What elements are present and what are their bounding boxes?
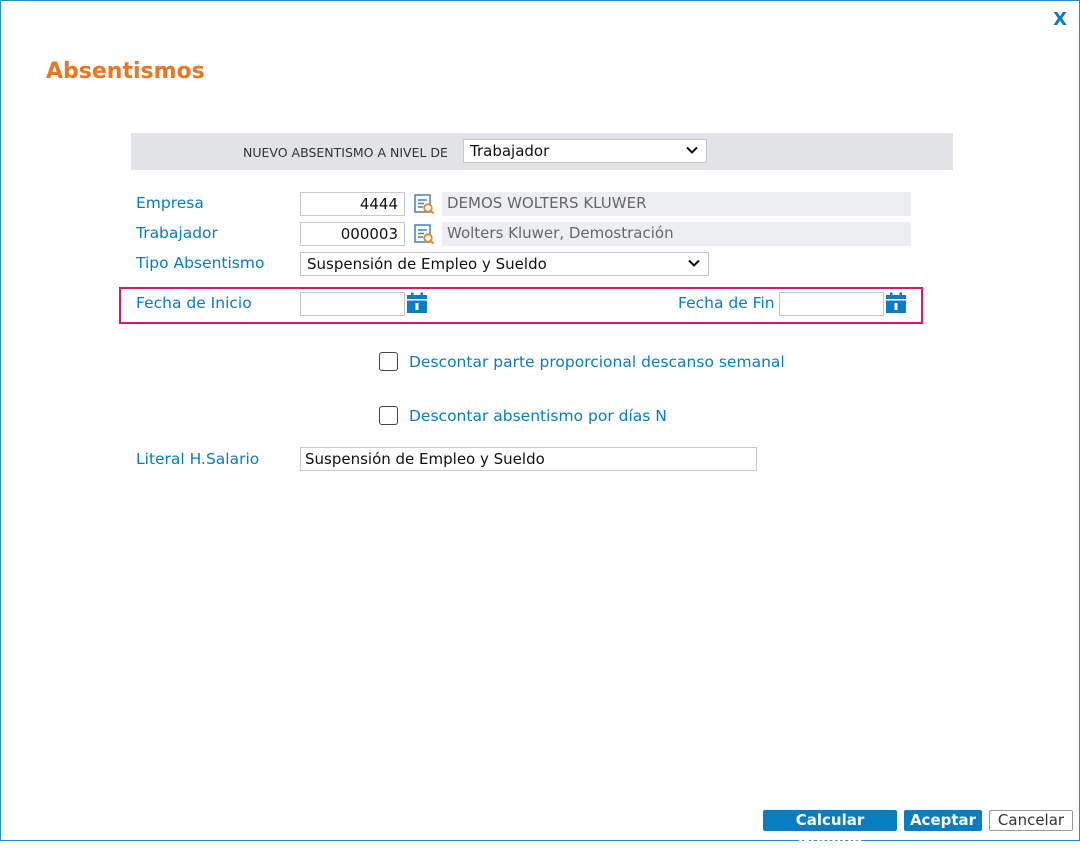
- cancelar-button[interactable]: Cancelar: [989, 810, 1073, 831]
- trabajador-code-input[interactable]: 000003: [300, 222, 405, 246]
- dias-n-checkbox[interactable]: [379, 406, 398, 425]
- empresa-name-field: DEMOS WOLTERS KLUWER: [442, 192, 911, 216]
- literal-salario-label: Literal H.Salario: [136, 450, 260, 468]
- fecha-fin-label: Fecha de Fin: [678, 294, 775, 312]
- dialog-title: Absentismos: [46, 59, 205, 84]
- fecha-fin-input[interactable]: [779, 292, 884, 316]
- close-button[interactable]: X: [1053, 9, 1067, 30]
- trabajador-name-field: Wolters Kluwer, Demostración: [442, 222, 911, 246]
- descanso-semanal-label[interactable]: Descontar parte proporcional descanso semanal: [409, 353, 785, 371]
- lookup-list-icon[interactable]: [413, 193, 435, 215]
- tipo-absentismo-value: Suspensión de Empleo y Sueldo: [307, 255, 547, 273]
- calendar-icon[interactable]: [885, 292, 907, 314]
- fecha-inicio-input[interactable]: [300, 292, 405, 316]
- dias-n-label[interactable]: Descontar absentismo por días N: [409, 407, 667, 425]
- tipo-absentismo-label: Tipo Absentismo: [136, 254, 265, 272]
- level-select-value: Trabajador: [470, 142, 550, 160]
- empresa-label: Empresa: [136, 194, 204, 212]
- empresa-code-input[interactable]: 4444: [300, 192, 405, 216]
- level-label: NUEVO ABSENTISMO A NIVEL DE: [243, 145, 448, 160]
- tipo-absentismo-select[interactable]: [300, 252, 709, 276]
- level-bar: [131, 133, 953, 170]
- descanso-semanal-checkbox[interactable]: [379, 352, 398, 371]
- calcular-nomina-button[interactable]: Calcular Nómina: [763, 810, 897, 831]
- trabajador-label: Trabajador: [136, 224, 218, 242]
- chevron-down-icon: [685, 143, 699, 157]
- aceptar-button[interactable]: Aceptar: [904, 810, 982, 831]
- fecha-inicio-label: Fecha de Inicio: [136, 294, 252, 312]
- calendar-icon[interactable]: [406, 292, 428, 314]
- lookup-list-icon[interactable]: [413, 223, 435, 245]
- literal-salario-input[interactable]: Suspensión de Empleo y Sueldo: [300, 447, 757, 471]
- chevron-down-icon: [687, 256, 701, 270]
- level-select[interactable]: [463, 139, 707, 163]
